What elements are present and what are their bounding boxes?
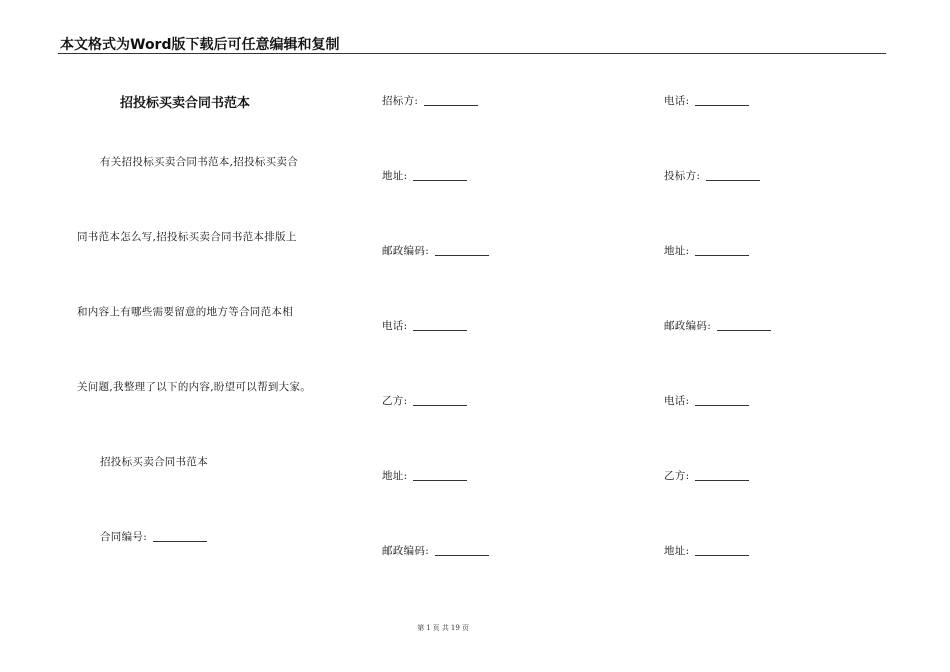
field-blank <box>717 320 771 331</box>
party-b-field <box>382 393 467 408</box>
field-label: 地址: <box>382 470 408 482</box>
footer-prefix: 第 <box>417 624 425 632</box>
page-footer <box>0 623 886 633</box>
party-b-field <box>664 468 749 483</box>
address-field <box>664 243 749 258</box>
field-label: 电话: <box>664 95 690 107</box>
field-label: 乙方: <box>382 395 408 407</box>
address-field <box>664 543 749 558</box>
contract-number-field <box>100 529 207 544</box>
field-label: 地址: <box>382 170 408 182</box>
field-label: 地址: <box>664 245 690 257</box>
address-field <box>382 168 467 183</box>
field-blank <box>413 320 467 331</box>
intro-line-2: 同书范本怎么写,招投标买卖合同书范本排版上 <box>77 231 297 243</box>
tenderer-field <box>382 93 478 108</box>
field-label: 招标方: <box>382 95 419 107</box>
phone-field <box>664 93 749 108</box>
address-field <box>382 468 467 483</box>
postcode-field <box>382 243 489 258</box>
field-blank <box>695 470 749 481</box>
field-blank <box>413 170 467 181</box>
field-blank <box>695 245 749 256</box>
current-page-number: 1 <box>426 624 431 632</box>
field-label: 邮政编码: <box>382 245 430 257</box>
field-blank <box>695 545 749 556</box>
field-label: 乙方: <box>664 470 690 482</box>
field-blank <box>413 470 467 481</box>
field-blank <box>424 95 478 106</box>
footer-suffix: 页 <box>461 624 469 632</box>
field-blank <box>706 170 760 181</box>
field-label: 邮政编码: <box>664 320 712 332</box>
field-blank <box>435 545 489 556</box>
intro-line-1: 有关招投标买卖合同书范本,招投标买卖合 <box>100 156 299 168</box>
document-header-title: 本文格式为Word版下载后可任意编辑和复制 <box>60 37 340 53</box>
field-label: 电话: <box>382 320 408 332</box>
field-blank <box>695 395 749 406</box>
header-divider <box>58 53 886 54</box>
field-label: 电话: <box>664 395 690 407</box>
total-page-count: 19 <box>450 624 460 632</box>
field-blank <box>435 245 489 256</box>
footer-mid: 页 共 <box>432 624 449 632</box>
section-subtitle: 招投标买卖合同书范本 <box>100 456 208 468</box>
field-blank <box>413 395 467 406</box>
bidder-field <box>664 168 760 183</box>
field-label: 邮政编码: <box>382 545 430 557</box>
contract-number-blank <box>153 531 207 542</box>
field-label: 地址: <box>664 545 690 557</box>
postcode-field <box>664 318 771 333</box>
intro-line-3: 和内容上有哪些需要留意的地方等合同范本相 <box>77 306 293 318</box>
postcode-field <box>382 543 489 558</box>
field-blank <box>695 95 749 106</box>
phone-field <box>664 393 749 408</box>
phone-field <box>382 318 467 333</box>
intro-line-4: 关问题,我整理了以下的内容,盼望可以帮到大家。 <box>77 381 312 393</box>
field-label: 投标方: <box>664 170 701 182</box>
contract-number-label: 合同编号: <box>100 531 148 543</box>
document-title: 招投标买卖合同书范本 <box>120 96 251 111</box>
